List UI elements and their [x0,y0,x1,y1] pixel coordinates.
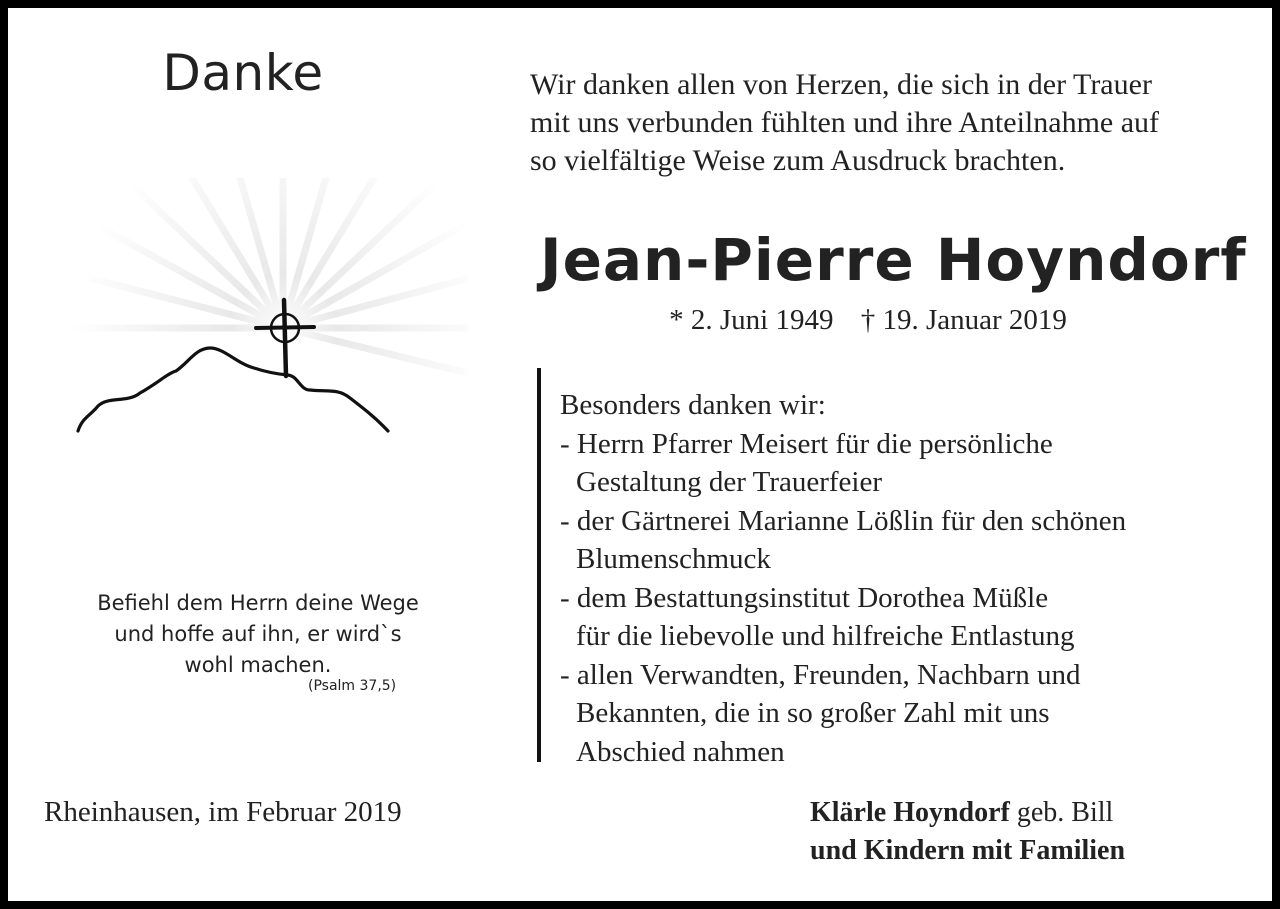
deceased-name: Jean-Pierre Hoyndorf [540,226,1247,294]
sun-rays-icon [63,178,468,378]
intro-line: mit uns verbunden fühlten und ihre Anteilnahme auf [530,106,1160,139]
signature-line-1 [810,794,1125,832]
life-dates [528,304,1208,337]
intro-line: Wir danken allen von Herzen, die sich in der Trauer [530,68,1152,101]
place-and-date: Rheinhausen, im Februar 2019 [44,796,402,828]
obituary-card [8,8,1272,901]
hill-outline-icon [78,348,388,431]
thanks-item-continuation: Bekannten, die in so großer Zahl mit uns [576,697,1050,729]
signature [810,794,1125,870]
thanks-heading: Besonders danken wir: [560,389,826,421]
thanks-item: - dem Bestattungsinstitut Dorothea Müßle [560,581,1049,614]
signature-family: und Kindern mit Familien [810,835,1126,866]
birth-date: * 2. Juni 1949 [669,304,834,336]
thanks-item-continuation: Blumenschmuck [576,543,771,575]
thanks-item-continuation: Gestaltung der Trauerfeier [576,466,883,498]
verse-line: wohl machen. [184,653,332,677]
thanks-item: - allen Verwandten, Freunden, Nachbarn und [560,658,1081,691]
vertical-divider [537,368,541,762]
death-date: † 19. Januar 2019 [860,304,1067,336]
thanks-item: - der Gärtnerei Marianne Lößlin für den schönen [560,504,1127,537]
signature-name: Klärle Hoyndorf [810,797,1010,828]
intro-line: so vielfältige Weise zum Ausdruck brachten. [530,144,1066,177]
signature-line-2 [810,832,1125,870]
thanks-item-continuation: Abschied nahmen [576,735,785,768]
thanks-item-continuation: für die liebevolle und hilfreiche Entlastung [576,620,1075,652]
verse-reference: (Psalm 37,5) [308,678,397,694]
danke-title: Danke [162,44,324,102]
intro-text [530,66,1260,180]
bible-verse [38,588,478,681]
cross-on-hill-illustration [48,178,468,448]
thanks-item: - Herrn Pfarrer Meisert für die persönliche [560,427,1053,460]
verse-line: und hoffe auf ihn, er wird`s [114,622,402,646]
special-thanks [560,386,1260,771]
signature-maiden-name: geb. Bill [1009,797,1114,828]
verse-line: Befiehl dem Herrn deine Wege [97,591,419,615]
